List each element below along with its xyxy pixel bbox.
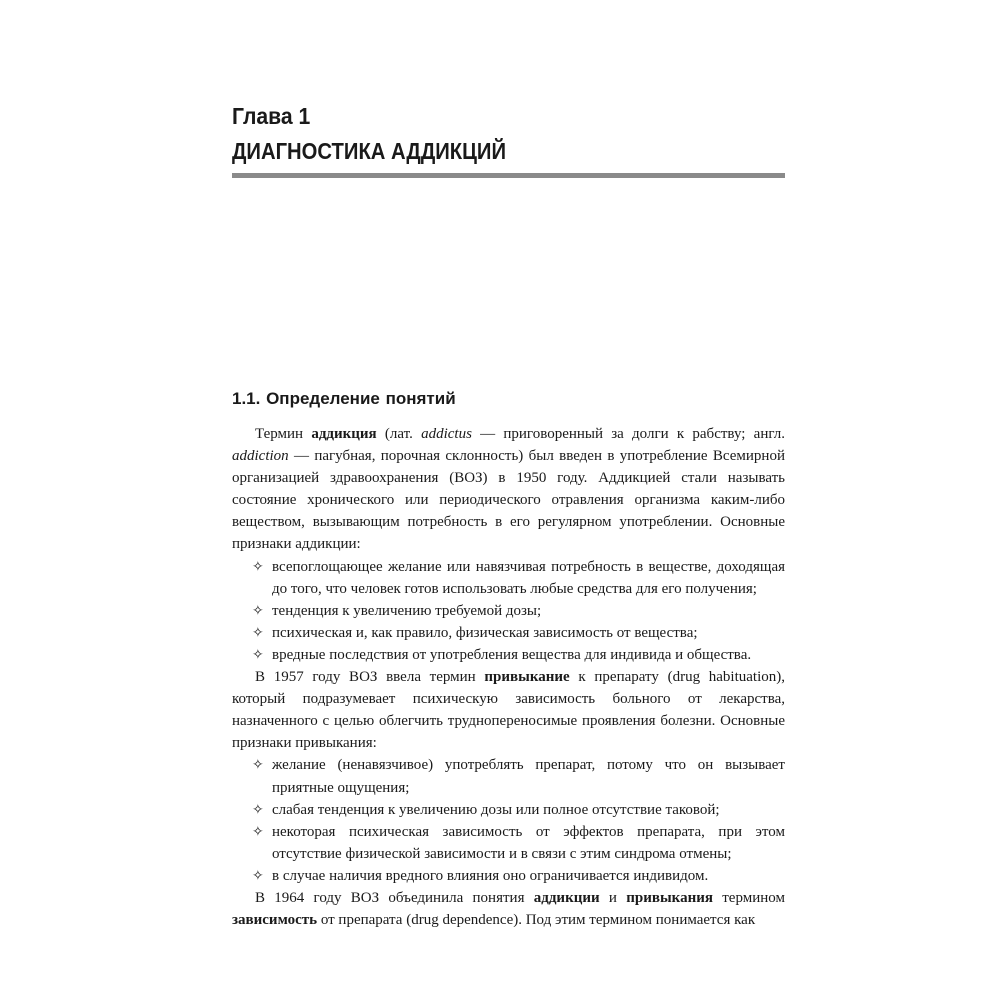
list-item: ✧ тенденция к увеличению требуемой дозы; [232, 600, 785, 622]
latin-term: addictus [421, 426, 472, 442]
bullet-star-icon: ✧ [252, 867, 264, 884]
addiction-signs-list [232, 556, 785, 666]
bullet-star-icon: ✧ [252, 801, 264, 818]
dependence-paragraph: В 1964 году ВОЗ объединила понятия аддикции и привыкания термином зависимость от препарата (drug dependence). Под этим термином понимается как [232, 889, 785, 929]
title-rule [232, 173, 785, 178]
list-item: ✧ слабая тенденция к увеличению дозы или полное отсутствие таковой; [232, 799, 785, 821]
bullet-star-icon: ✧ [252, 558, 264, 575]
intro-paragraph: Термин аддикция (лат. addictus — приговоренный за долги к рабству; англ. addiction — пагубная, порочная склонность) был введен в употребление Всемирной организацией здравоохранения (ВОЗ) в 1950 году. Аддикцией стали называть состояние хронического или периодического отравления организма каким-либо веществом, вызывающим потребность в его регулярном употреблении. Основные признаки аддикции: [232, 426, 785, 553]
bullet-star-icon: ✧ [252, 602, 264, 619]
chapter-label: Глава 1 [232, 103, 311, 129]
bullet-star-icon: ✧ [252, 757, 264, 774]
term-habituation: привыкание [484, 669, 570, 686]
section-heading: 1.1. Определение понятий [232, 389, 456, 408]
chapter-title: ДИАГНОСТИКА АДДИКЦИЙ [232, 138, 507, 164]
bullet-star-icon: ✧ [252, 823, 264, 840]
term-addiction: аддикция [311, 426, 377, 442]
list-item: ✧ вредные последствия от употребления вещества для индивида и общества. [232, 644, 785, 666]
bullet-star-icon: ✧ [252, 624, 264, 641]
list-item: ✧ психическая и, как правило, физическая зависимость от вещества; [232, 622, 785, 644]
list-item: ✧ некоторая психическая зависимость от эффектов препарата, при этом отсутствие физической зависимости и в связи с этим синдрома отмены; [232, 821, 785, 865]
list-item: ✧ в случае наличия вредного влияния оно ограничивается индивидом. [232, 865, 785, 887]
term-habituation-ref: привыкания [626, 889, 713, 906]
list-item: ✧ желание (ненавязчивое) употреблять препарат, потому что он вызывает приятные ощущения; [232, 754, 785, 798]
habituation-paragraph: В 1957 году ВОЗ ввела термин привыкание к препарату (drug habituation), который подразумевает психическую зависимость больного от лекарства, назначенного с целью облегчить труднопереносимые проявления болезни. Основные признаки привыкания: [232, 669, 785, 752]
body-text [232, 423, 785, 931]
list-item: ✧ всепоглощающее желание или навязчивая потребность в веществе, доходящая до того, что человек готов использовать любые средства для его получения; [232, 556, 785, 600]
bullet-star-icon: ✧ [252, 646, 264, 663]
habituation-signs-list [232, 754, 785, 887]
english-term: addiction [232, 448, 289, 465]
term-dependence: зависимость [232, 912, 318, 929]
term-addiction-ref: аддикции [533, 889, 600, 906]
